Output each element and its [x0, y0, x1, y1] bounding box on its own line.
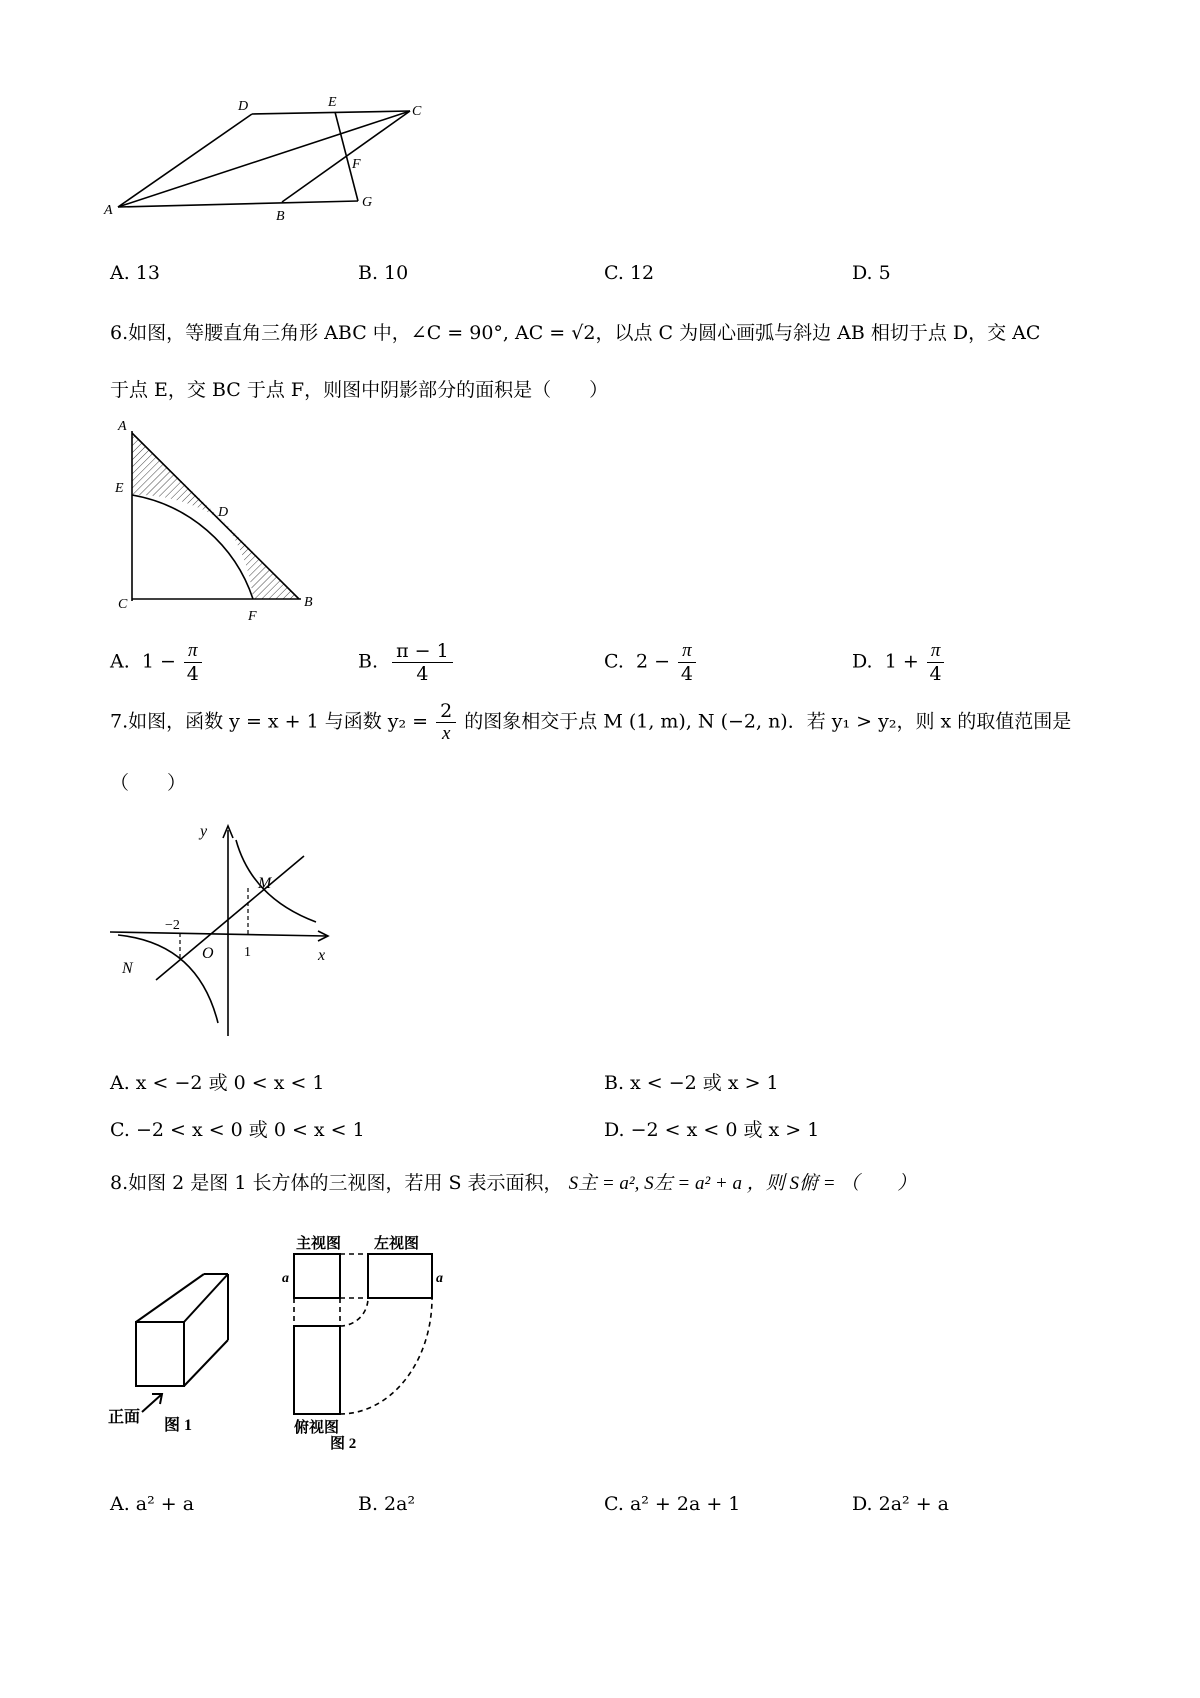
q8-fig1-front-label: 正面: [108, 1409, 141, 1426]
q6-label-a: A: [118, 419, 127, 434]
q7-label-n: N: [122, 960, 133, 977]
q7-label-y: y: [200, 823, 208, 840]
q6-figure: [110, 418, 330, 633]
q5-figure: [100, 90, 440, 240]
q6-label-e: E: [115, 481, 124, 496]
q7-option-a: A. x < −2 或 0 < x < 1: [110, 1072, 325, 1094]
q7-question-line2: （ ）: [110, 772, 187, 794]
q6-label-d: D: [218, 505, 229, 520]
q8-left-view-rect: [368, 1254, 432, 1298]
q7-label-one: 1: [244, 945, 251, 960]
q5-label-f: F: [352, 157, 361, 172]
q6-option-a: A. 1 − $\frac{\pi}{4}$: [110, 640, 204, 685]
q8-main-view-rect: [294, 1254, 340, 1298]
q8-view-top-label: 俯视图: [294, 1420, 340, 1436]
q6-label-c: C: [118, 597, 128, 612]
q5-label-c: C: [412, 104, 422, 119]
q6-question-line1: 6.如图，等腰直角三角形 ABC 中，∠C = 90°, AC = √2，以点 C 为圆心画弧与斜边 AB 相切于点 D，交 AC: [110, 322, 1041, 344]
q8-option-c: C. a² + 2a + 1: [604, 1493, 741, 1515]
q5-option-c: C. 12: [604, 262, 655, 284]
q8-dim-a-left: a: [282, 1271, 289, 1286]
q8-fig2-caption: 图 2: [330, 1436, 357, 1452]
q7-option-d: D. −2 < x < 0 或 x > 1: [604, 1119, 820, 1141]
q7-label-m: M: [258, 875, 272, 892]
q8-dim-a-right: a: [436, 1271, 443, 1286]
q6-option-b: B. $\frac{\pi - 1}{4}$: [358, 640, 455, 685]
q6-option-c: C. 2 − $\frac{\pi}{4}$: [604, 640, 698, 685]
q6-label-f: F: [248, 609, 257, 624]
q7-graph: [108, 818, 348, 1043]
q5-label-d: D: [238, 99, 249, 114]
q7-label-x: x: [318, 947, 326, 964]
q8-view-left-label: 左视图: [374, 1236, 420, 1252]
q5-label-b: B: [276, 209, 285, 224]
q8-question-line1: 8.如图 2 是图 1 长方体的三视图，若用 S 表示面积， S主 = a², S左 = a² + a ，则 S俯 = （ ）: [110, 1172, 917, 1194]
q8-top-view-rect: [294, 1326, 340, 1414]
q7-label-neg2: −2: [165, 918, 180, 933]
q7-label-o: O: [202, 945, 214, 962]
q8-figure-2: [280, 1232, 480, 1452]
q8-option-d: D. 2a² + a: [852, 1493, 949, 1515]
q7-question-line1: 7.如图，函数 y = x + 1 与函数 y₂ = $\frac{2}{x}$ 的图象相交于点 M (1, m), N (−2, n)．若 y₁ > y₂，则 x 的取值范围是: [110, 700, 1072, 744]
q5-option-a: A. 13: [110, 262, 160, 284]
q6-question-line2: 于点 E，交 BC 于点 F，则图中阴影部分的面积是（ ）: [110, 379, 609, 401]
q5-label-g: G: [362, 195, 373, 210]
q8-figure-1: [100, 1262, 260, 1432]
q5-option-b: B. 10: [358, 262, 409, 284]
q5-option-d: D. 5: [852, 262, 891, 284]
q8-view-main-label: 主视图: [296, 1236, 342, 1252]
q5-label-e: E: [328, 95, 337, 110]
q8-option-a: A. a² + a: [110, 1493, 195, 1515]
q7-option-b: B. x < −2 或 x > 1: [604, 1072, 779, 1094]
q7-option-c: C. −2 < x < 0 或 0 < x < 1: [110, 1119, 365, 1141]
q8-option-b: B. 2a²: [358, 1493, 416, 1515]
q6-label-b: B: [304, 595, 313, 610]
q5-label-a: A: [104, 203, 113, 218]
q6-option-d: D. 1 + $\frac{\pi}{4}$: [852, 640, 946, 685]
q8-fig1-caption: 图 1: [164, 1417, 193, 1432]
